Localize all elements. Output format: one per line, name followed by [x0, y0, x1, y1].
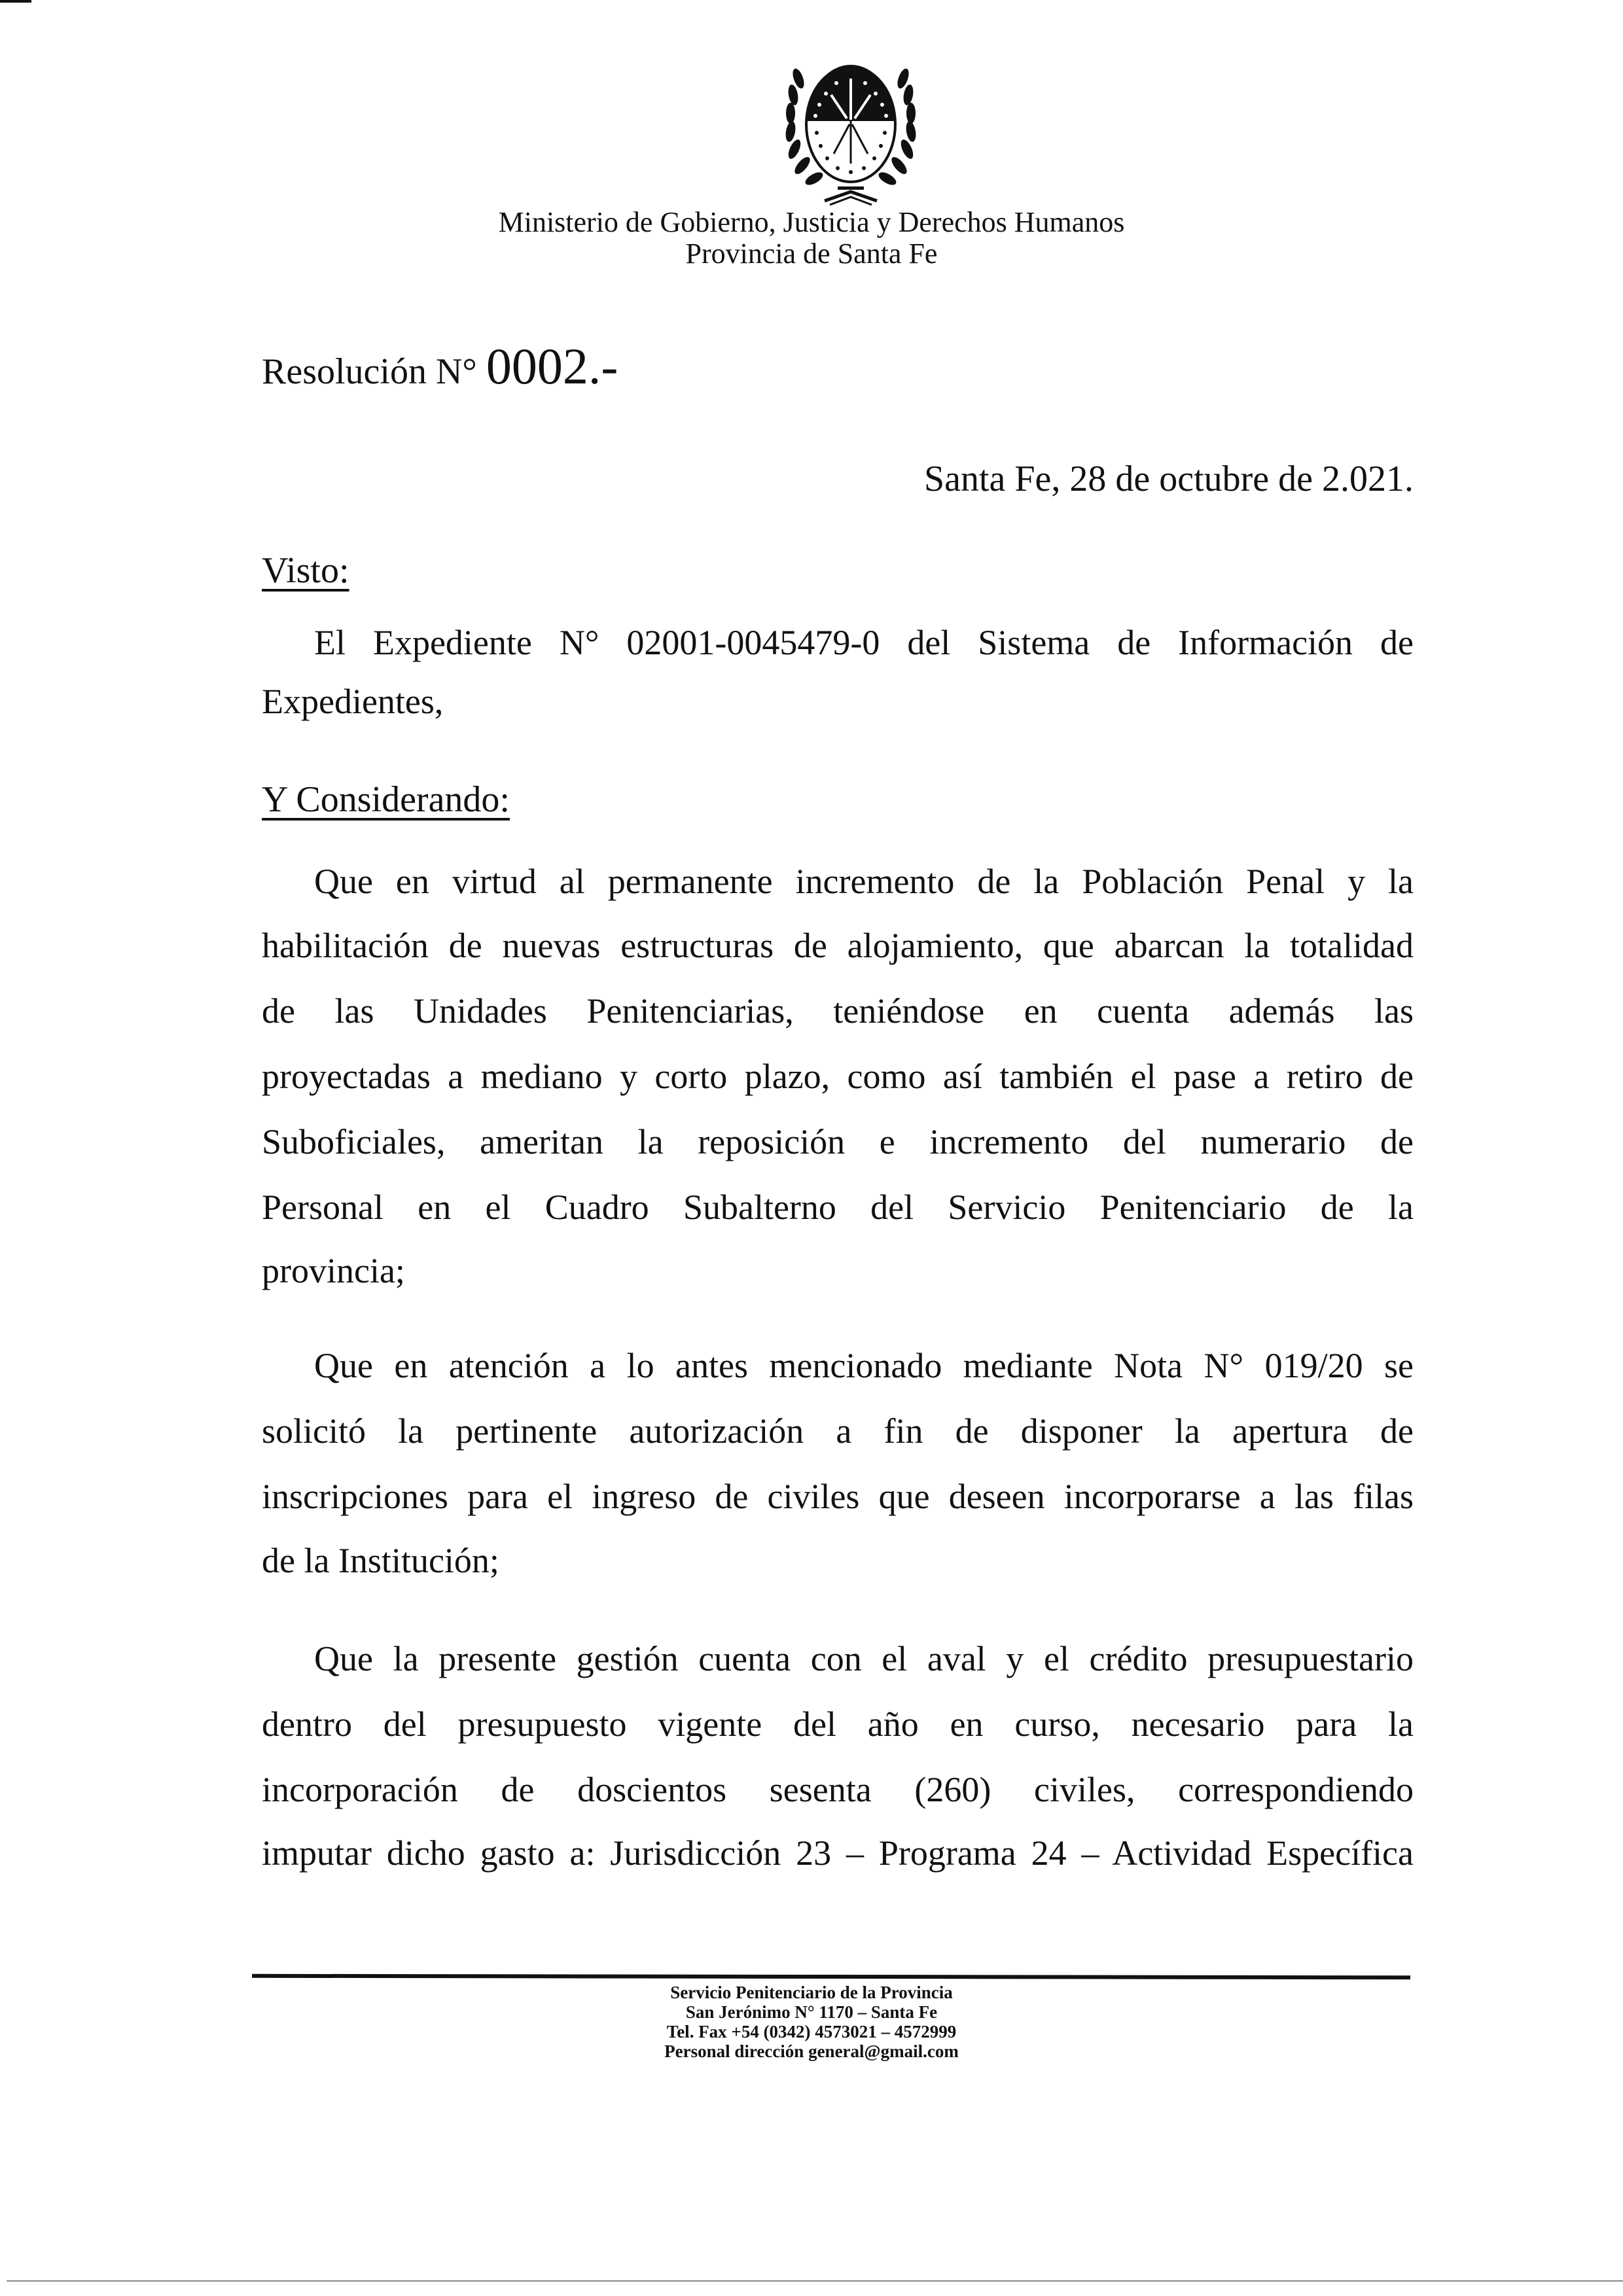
resolution-title — [262, 337, 618, 396]
ministry-name: Ministerio de Gobierno, Justicia y Derechos Humanos — [498, 206, 1125, 238]
paragraph-3-line: imputar dicho gasto a: Jurisdicción 23 – Programa 24 – Actividad Específica — [262, 1833, 1414, 1873]
document-date: Santa Fe, 28 de octubre de 2.021. — [923, 459, 1414, 499]
footer-email: Personal dirección general@gmail.com — [664, 2041, 959, 2061]
coat-of-arms-icon — [779, 56, 923, 206]
footer-phone: Tel. Fax +54 (0342) 4573021 – 4572999 — [666, 2022, 957, 2041]
paragraph-2-line: Que en atención a lo antes mencionado mediante Nota N° 019/20 se — [314, 1346, 1414, 1385]
visto-line: Expedientes, — [262, 682, 444, 721]
paragraph-1-line: provincia; — [262, 1251, 405, 1290]
considerando-heading: Y Considerando: — [262, 779, 510, 820]
footer-institution: Servicio Penitenciario de la Provincia — [670, 1983, 953, 2002]
paragraph-1-line: Suboficiales, ameritan la reposición e incremento del numerario de — [262, 1122, 1414, 1161]
scan-bottom-edge — [7, 2280, 1623, 2282]
paragraph-1-line: de las Unidades Penitenciarias, teniéndose en cuenta además las — [262, 991, 1414, 1031]
paragraph-3-line: Que la presente gestión cuenta con el aval y el crédito presupuestario — [314, 1639, 1414, 1678]
footer-address: San Jerónimo N° 1170 – Santa Fe — [685, 2002, 938, 2022]
resolution-number: 0002.- — [486, 338, 618, 395]
paragraph-2-line: solicitó la pertinente autorización a fin de disponer la apertura de — [262, 1411, 1414, 1451]
paragraph-1-line: habilitación de nuevas estructuras de alojamiento, que abarcan la totalidad — [262, 926, 1414, 965]
paragraph-1-line: proyectadas a mediano y corto plazo, como así también el pase a retiro de — [262, 1057, 1414, 1096]
visto-heading: Visto: — [262, 550, 349, 591]
paragraph-2-line: de la Institución; — [262, 1541, 499, 1580]
scan-corner-mark — [0, 0, 31, 3]
footer-divider — [252, 1974, 1410, 1979]
paragraph-3-line: dentro del presupuesto vigente del año en curso, necesario para la — [262, 1704, 1414, 1744]
paragraph-2-line: inscripciones para el ingreso de civiles que deseen incorporarse a las filas — [262, 1477, 1414, 1516]
paragraph-1-line: Que en virtud al permanente incremento de la Población Penal y la — [314, 862, 1414, 901]
paragraph-3-line: incorporación de doscientos sesenta (260) civiles, correspondiendo — [262, 1770, 1414, 1809]
province-name: Provincia de Santa Fe — [685, 238, 938, 270]
visto-line: El Expediente N° 02001-0045479-0 del Sistema de Información de — [314, 623, 1414, 662]
resolution-label: Resolución N° — [262, 351, 477, 392]
paragraph-1-line: Personal en el Cuadro Subalterno del Servicio Penitenciario de la — [262, 1188, 1414, 1227]
